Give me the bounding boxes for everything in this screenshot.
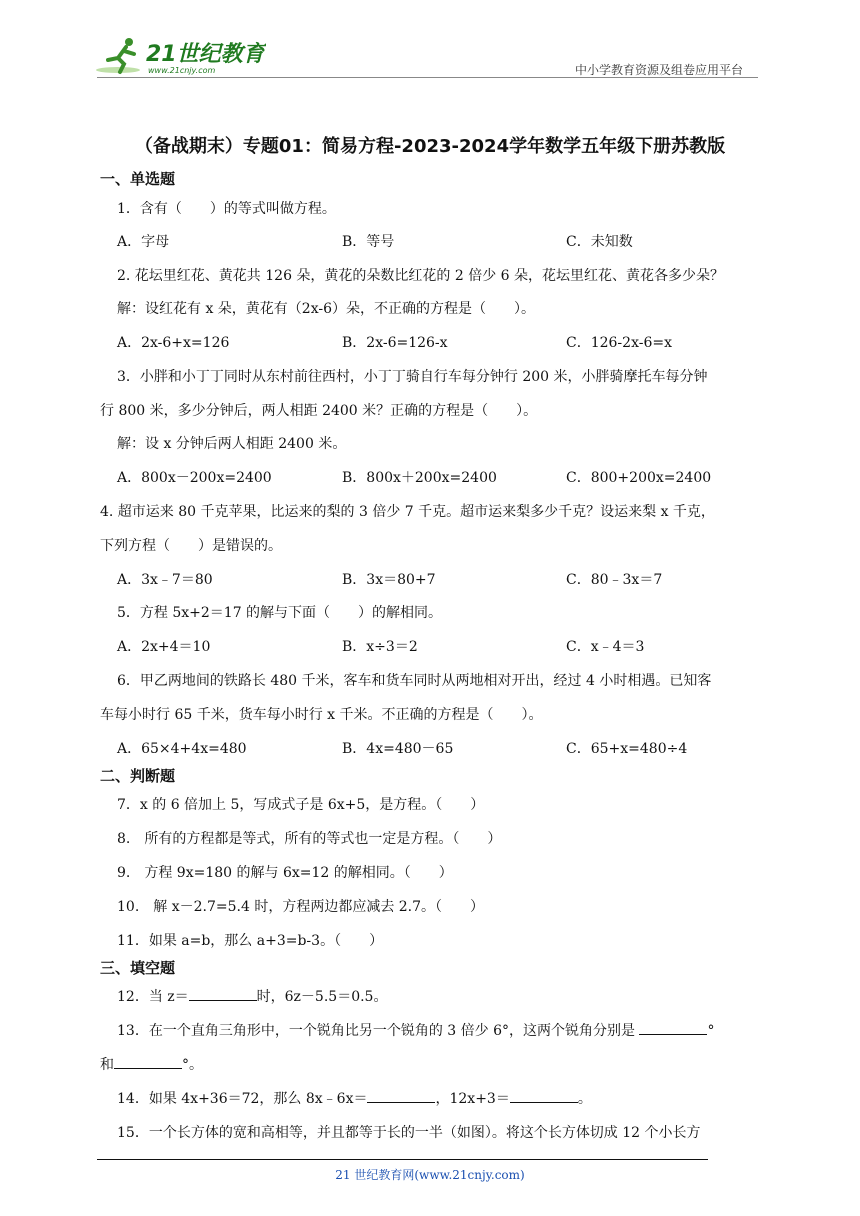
question-6-line1: 6．甲乙两地间的铁路长 480 千米，客车和货车同时从两地相对开出，经过 4 小时相遇。已知客	[117, 673, 712, 689]
header-divider	[97, 77, 758, 78]
q13-text-a: 13．在一个直角三角形中，一个锐角比另一个锐角的 3 倍少 6°，这两个锐角分别是	[117, 1023, 640, 1039]
q13-degree-1: °	[707, 1023, 715, 1039]
question-15: 15．一个长方体的宽和高相等，并且都等于长的一半（如图）。将这个长方体切成 12 个小长方	[117, 1125, 701, 1141]
question-3-line3: 解：设 x 分钟后两人相距 2400 米。	[117, 436, 347, 452]
q13-answer-blank-2[interactable]	[114, 1054, 182, 1069]
question-9: 9. 方程 9x=180 的解与 6x=12 的解相同。（ ）	[117, 865, 453, 881]
question-5: 5．方程 5x+2＝17 的解与下面（ ）的解相同。	[117, 605, 443, 621]
svg-text:www.21cnjy.com: www.21cnjy.com	[148, 66, 216, 75]
question-4-line2: 下列方程（ ）是错误的。	[100, 538, 282, 554]
question-7: 7．x 的 6 倍加上 5，写成式子是 6x+5，是方程。（ ）	[117, 797, 485, 813]
q1-option-b: B．等号	[342, 234, 395, 250]
header-platform-text: 中小学教育资源及组卷应用平台	[575, 63, 744, 77]
q1-option-c: C．未知数	[566, 234, 633, 250]
section-heading-single-choice: 一、单选题	[100, 170, 176, 188]
q13-and: 和	[100, 1057, 114, 1073]
question-6-line2: 车每小时行 65 千米，货车每小时行 x 千米。不正确的方程是（ ）。	[100, 707, 543, 723]
question-8: 8. 所有的方程都是等式，所有的等式也一定是方程。（ ）	[117, 831, 502, 847]
q13-degree-2: °。	[182, 1057, 203, 1073]
q6-option-a: A．65×4+4x=480	[117, 741, 247, 757]
question-4-line1: 4. 超市运来 80 千克苹果，比运来的梨的 3 倍少 7 千克。超市运来梨多少千克？设运来梨 x 千克，	[100, 504, 715, 520]
question-13-line2	[100, 1054, 203, 1074]
q1-option-a: A．字母	[117, 234, 170, 250]
page-title: （备战期末）专题01：简易方程-2023-2024学年数学五年级下册苏教版	[134, 136, 726, 157]
q13-answer-blank-1[interactable]	[639, 1020, 707, 1035]
q6-option-c: C．65+x=480÷4	[566, 741, 688, 757]
q5-option-c: C．x﹣4＝3	[566, 639, 645, 655]
question-3-line1: 3．小胖和小丁丁同时从东村前往西村，小丁丁骑自行车每分钟行 200 米，小胖骑摩托车每分钟	[117, 369, 708, 385]
q14-text-c: 。	[577, 1091, 592, 1107]
question-13-line1	[117, 1020, 714, 1040]
running-man-icon	[96, 34, 266, 78]
q2-option-c: C．126-2x-6=x	[566, 335, 672, 351]
question-3-line2: 行 800 米，多少分钟后，两人相距 2400 米？正确的方程是（ ）。	[100, 403, 538, 419]
section-heading-true-false: 二、判断题	[100, 767, 176, 785]
question-1: 1．含有（ ）的等式叫做方程。	[117, 201, 336, 217]
q12-answer-blank[interactable]	[189, 986, 257, 1001]
question-10: 10. 解 x－2.7=5.4 时，方程两边都应减去 2.7。（ ）	[117, 899, 485, 915]
q3-option-c: C．800+200x=2400	[566, 470, 712, 486]
q2-option-a: A．2x-6+x=126	[117, 335, 230, 351]
q4-option-b: B．3x＝80+7	[342, 572, 436, 588]
question-2-line2: 解：设红花有 x 朵，黄花有（2x-6）朵，不正确的方程是（ ）。	[117, 301, 535, 317]
site-logo	[96, 34, 266, 78]
q14-text-a: 14．如果 4x+36＝72，那么 8x﹣6x＝	[117, 1091, 368, 1107]
q5-option-b: B．x÷3＝2	[342, 639, 418, 655]
q12-text-a: 12．当 z＝	[117, 989, 189, 1005]
svg-text:21世纪教育: 21世纪教育	[146, 42, 265, 67]
q14-answer-blank-2[interactable]	[510, 1088, 578, 1103]
q4-option-a: A．3x﹣7＝80	[117, 572, 213, 588]
question-12	[117, 986, 387, 1006]
q5-option-a: A．2x+4＝10	[117, 639, 211, 655]
q4-option-c: C．80﹣3x＝7	[566, 572, 663, 588]
q2-option-b: B．2x-6=126-x	[342, 335, 448, 351]
question-2-line1: 2. 花坛里红花、黄花共 126 朵，黄花的朵数比红花的 2 倍少 6 朵，花坛里红花、黄花各多少朵？	[117, 268, 725, 284]
question-14	[117, 1088, 592, 1108]
q3-option-a: A．800x－200x=2400	[117, 470, 272, 486]
section-heading-fill-in: 三、填空题	[100, 959, 176, 977]
q12-text-b: 时，6z－5.5＝0.5。	[256, 989, 388, 1005]
q14-answer-blank-1[interactable]	[367, 1088, 435, 1103]
question-11: 11．如果 a=b，那么 a+3=b-3。（ ）	[117, 933, 384, 949]
q6-option-b: B．4x=480－65	[342, 741, 454, 757]
q3-option-b: B．800x＋200x=2400	[342, 470, 497, 486]
q14-text-b: ，12x+3＝	[435, 1091, 510, 1107]
footer-divider	[97, 1159, 708, 1160]
footer-link[interactable]: 21 世纪教育网(www.21cnjy.com)	[335, 1168, 525, 1182]
